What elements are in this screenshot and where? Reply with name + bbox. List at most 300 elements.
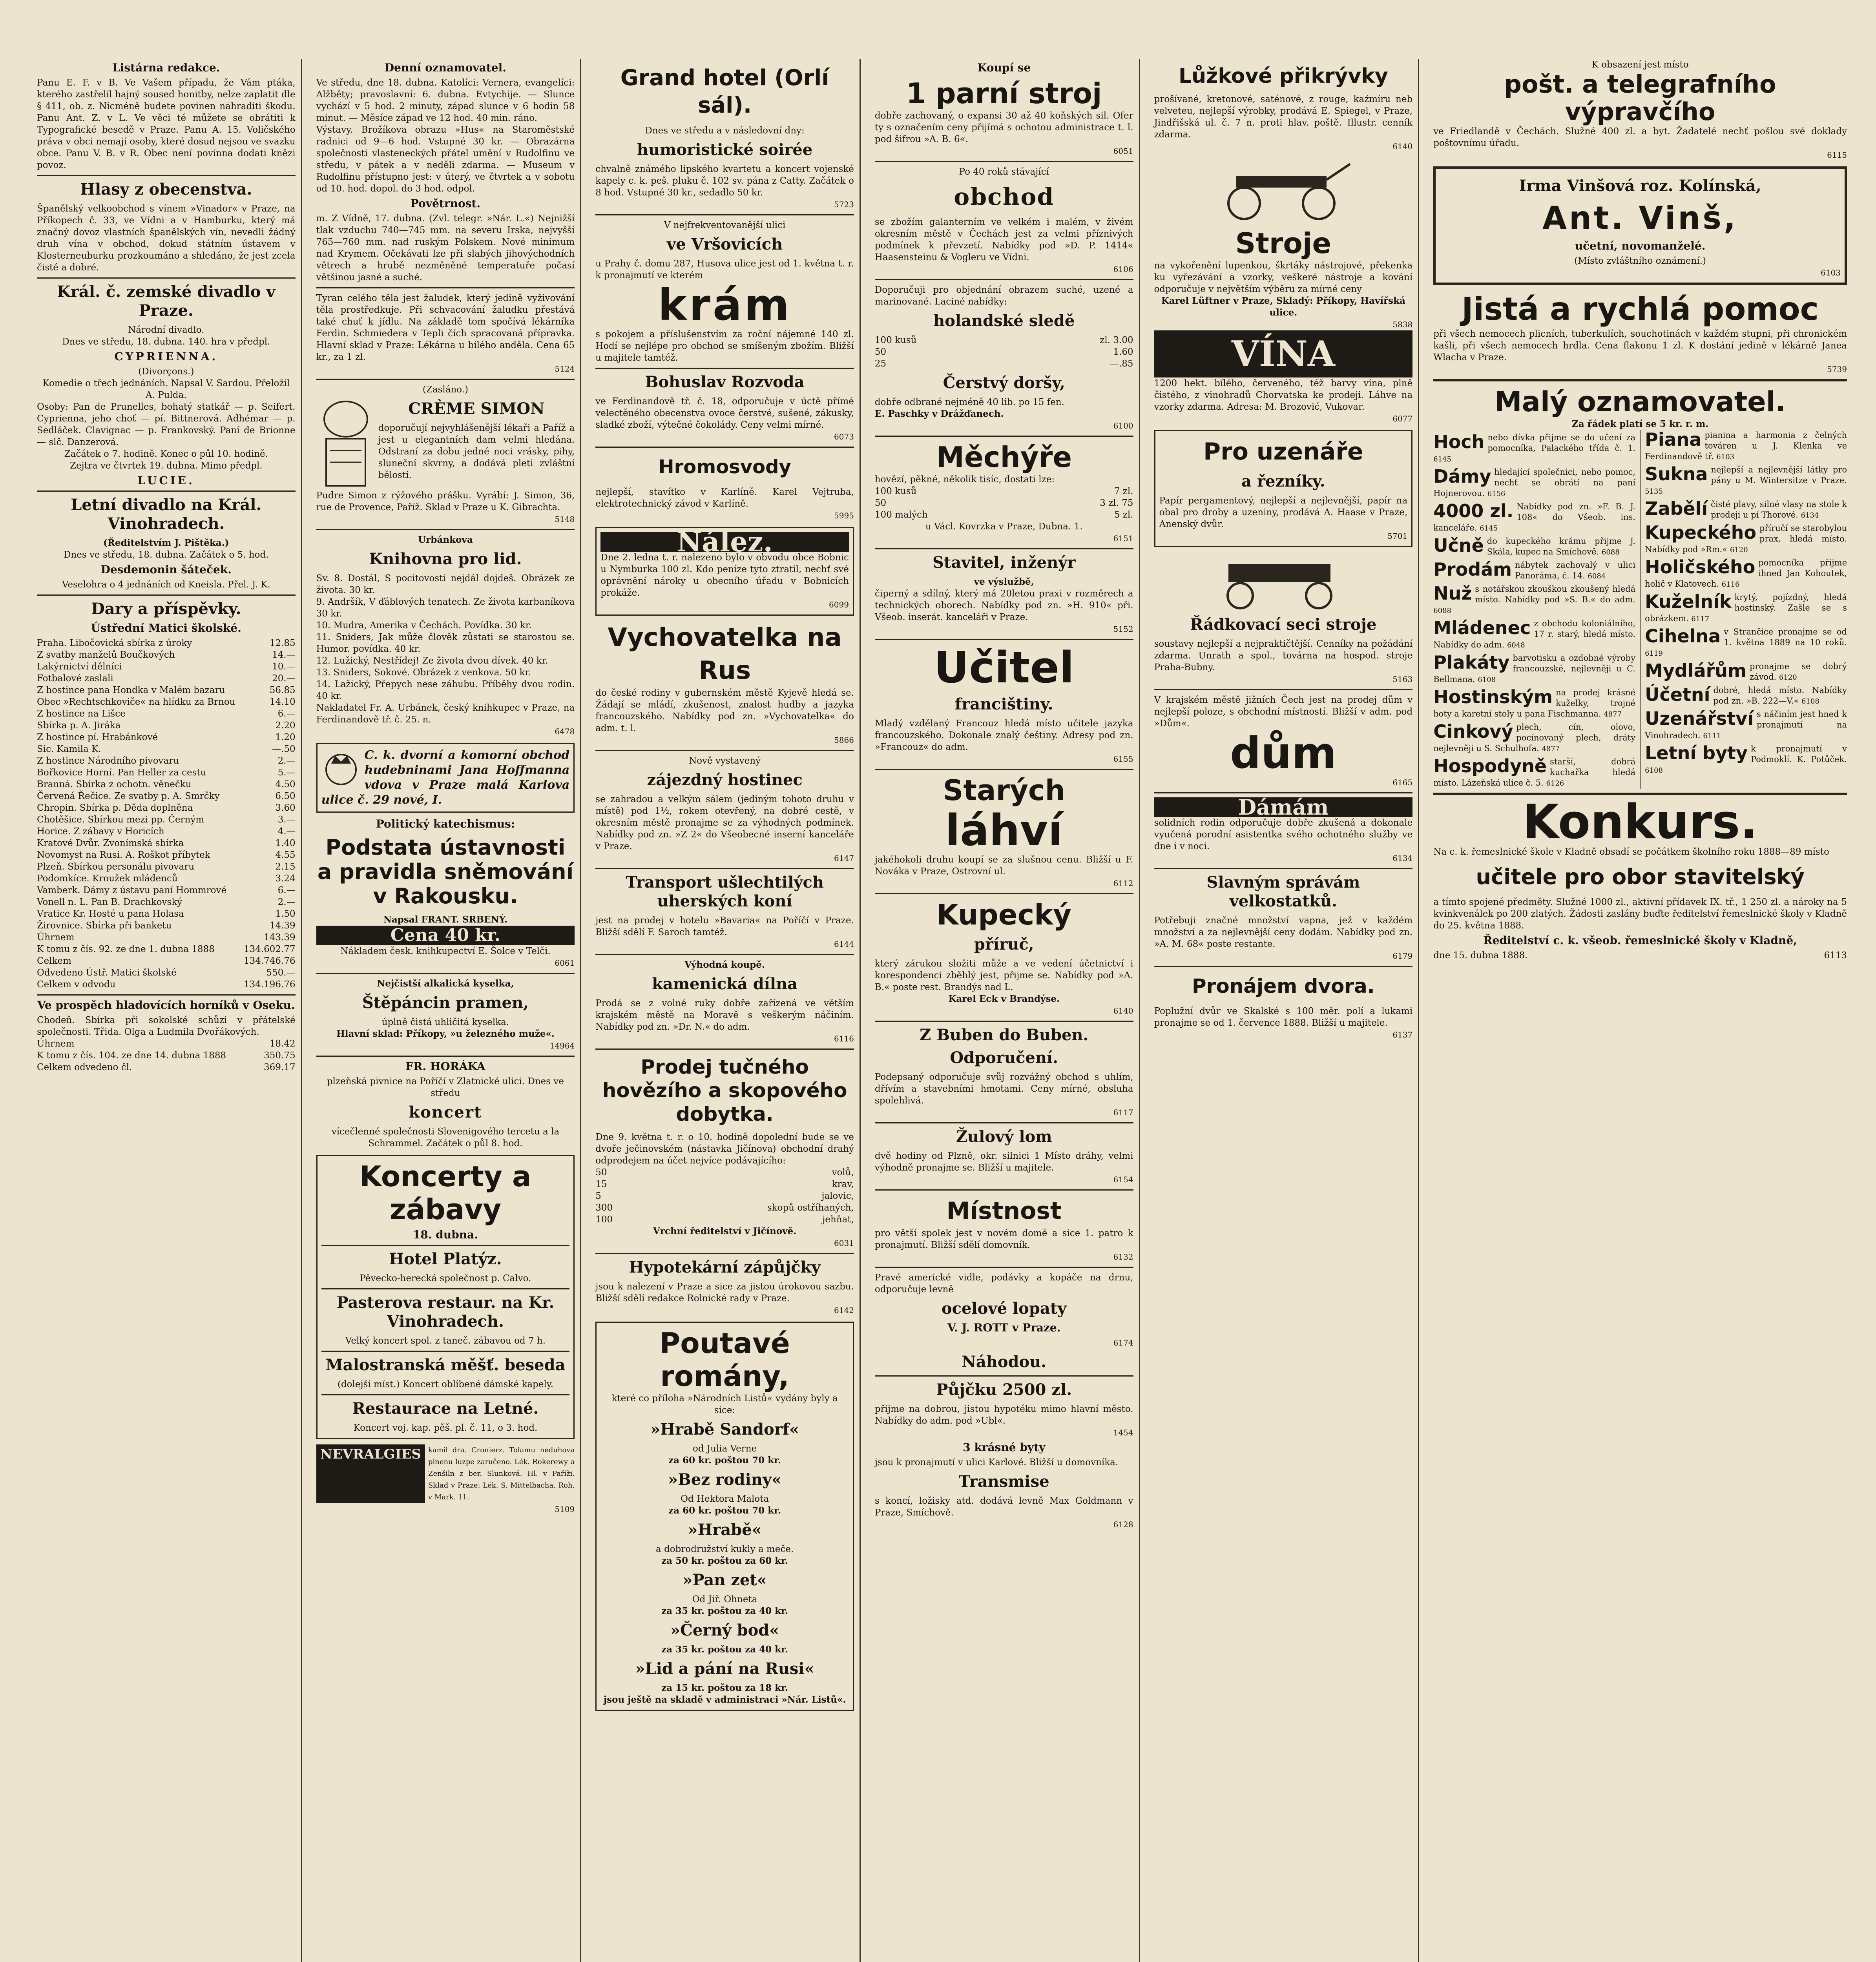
- plough-machine-illustration: [1213, 156, 1354, 223]
- wedding-tag: 6103: [1821, 268, 1841, 277]
- hornici-total-row-value: 18.42: [269, 1039, 296, 1049]
- small-ad-keyword: Dámy: [1433, 466, 1491, 487]
- gift-row-label: Z hostince pí. Hrabánkové: [37, 732, 158, 742]
- radkovaci-tag: 5163: [1392, 675, 1413, 684]
- gift-row-label: Vamberk. Dámy z ústavu paní Hommrové: [37, 885, 227, 895]
- gift-row: [37, 920, 296, 932]
- small-ad-number: 6108: [1478, 676, 1496, 684]
- transport-tag: 6144: [834, 939, 854, 949]
- livestock-row-value: jalovic,: [821, 1191, 854, 1201]
- bladder-price-row-label: 50: [874, 498, 887, 508]
- letni-play: Desdemonin šáteček.: [100, 563, 232, 576]
- listarna-heading: Listárna redakce.: [112, 61, 220, 74]
- divider: [875, 1267, 1133, 1268]
- divider: [37, 277, 296, 279]
- bladder-price-row-value: 3 zl. 75: [1100, 498, 1133, 508]
- luzkove-text: prošívané, kretonové, saténové, z rouge, kaźmíru neb velveteu, nejlepší výrobky, prodává E. Spiegel, v Praze, Jindřišská ul. č. 7 n. proti hlav. poště. Illustr. cenník zdarma.: [1154, 94, 1413, 140]
- gift-row-value: 6.—: [277, 709, 296, 719]
- povetrnost-heading: Povětrnost.: [410, 197, 481, 210]
- small-ad-number: 6119: [1645, 649, 1663, 658]
- small-ad: [1645, 499, 1847, 521]
- lahvi-text: jakéhokoli druhu koupí se za slušnou cenu. Bližší u F. Nováka v Praze, Ostrovní ul.: [874, 855, 1133, 877]
- stavitel-heading: Stavitel, inženýr: [932, 553, 1076, 572]
- dorsy-heading: Čerstvý doršy,: [943, 374, 1065, 392]
- konkurs-text: a tímto spojené předměty. Služné 1000 zl., aktivní přídavek IX. tř., 1 250 zl. a nároky na 5 kvinkvenálek po 200 zlatých. Žádosti zaslány buďte ředitelství řemeslnické školy v Kladně do 25. května 1888.: [1433, 897, 1847, 931]
- divider: [875, 1122, 1133, 1123]
- uzenare-ad: [1154, 430, 1413, 547]
- gift-total-row-value: 134.602.77: [243, 944, 296, 954]
- damam-heading: Dámám: [1154, 797, 1413, 817]
- small-ad-number: 6108: [1801, 697, 1819, 706]
- divider: [875, 769, 1133, 770]
- mechyre-heading: Měchýře: [936, 441, 1072, 474]
- mechyre-prices: [875, 485, 1133, 521]
- herring-price-row: [875, 358, 1133, 370]
- small-ad-text: starší, dobrá kuchařka hledá místo. Lázeňská ulice č. 5.: [1433, 757, 1636, 788]
- katechismus-tag: 6061: [555, 958, 575, 968]
- divider: [316, 529, 575, 530]
- hostinec-tag: 6147: [834, 853, 854, 863]
- novel-title: »Lid a pání na Rusi«: [635, 1659, 814, 1678]
- small-ad: [1433, 467, 1635, 499]
- damam-tag: 6134: [1392, 853, 1413, 863]
- slavnym-text: Potřebuji značné množství vapna, jež v každém množství a za nejlevnější ceny dodám. Nabídky pod zn. »A. M. 68« poste restante.: [1154, 915, 1413, 949]
- divider: [595, 1048, 854, 1050]
- seed-drill-illustration: [1213, 552, 1354, 611]
- gift-total-row-label: K tomu z čís. 92. ze dne 1. dubna 1888: [37, 944, 215, 954]
- katechismus-title: Podstata ústavnosti a pravidla sněmování v Rakousku.: [317, 835, 574, 908]
- gifts-totals: [37, 932, 296, 990]
- lopaty-heading: ocelové lopaty: [942, 1299, 1067, 1318]
- vina-heading: VÍNA: [1154, 330, 1413, 377]
- holandske-text: Doporučuji pro objednání obrazem suché, uzené a marinované. Laciné nabídky:: [874, 285, 1133, 307]
- obchod-sub: Po 40 roků stávající: [959, 167, 1049, 177]
- platyz-text: Pěvecko-herecká společnost p. Calvo.: [360, 1273, 531, 1284]
- listarna-text: Panu E. F. v B. Ve Vašem případu, že Vám ptáka, kterého zastřelil hajný soused honitby, nelze zaplatit dle § 411, ob. z. Nicméně budete povinen nahraditi škodu. Panu Ant. Z. v L. Ve věci té můžete se obrátiti k Typografické besedě v Praze. Panu A. 15. Voličského práva v obci nemají osoby, které dosud nejsou ve svazku obce. Panu V. B. v R. Obec není povinna dodati knězi povoz.: [37, 78, 296, 170]
- gift-row-value: 3.60: [275, 803, 296, 813]
- small-ad-text: v Strančice pronajme se od 1. května 1889 na 10 roků.: [1724, 627, 1847, 647]
- bladder-price-row: [875, 497, 1133, 509]
- small-ad-text: pomocníka přijme ihned Jan Kohoutek, holič v Klatovech.: [1645, 558, 1847, 589]
- hornici-total-row: [37, 1038, 296, 1050]
- gift-row-value: 3.24: [275, 873, 296, 884]
- small-ad-text: pianina a harmonia z čelných továren u J. Klenka ve Ferdinandově tř.: [1645, 430, 1847, 461]
- small-ad: [1645, 627, 1847, 659]
- divider: [321, 1288, 570, 1289]
- small-ad-number: 5135: [1645, 487, 1663, 496]
- nevralgies-heading: NEVRALGIES: [316, 1444, 425, 1503]
- hromosvody-heading: Hromosvody: [658, 456, 791, 478]
- pronajem-heading: Pronájem dvora.: [1192, 975, 1375, 997]
- koncerty-heading: Koncerty a zábavy: [360, 1160, 531, 1226]
- novel-title: »Černý bod«: [670, 1621, 779, 1639]
- divadlo-start: Začátek o 7. hodině. Konec o půl 10. hodině.: [64, 449, 268, 459]
- divider: [595, 214, 854, 215]
- small-ad-keyword: Hoch: [1433, 431, 1485, 452]
- divider: [875, 1375, 1133, 1377]
- hornici-total-row-value: 369.17: [264, 1062, 296, 1072]
- small-ad-number: 6126: [1546, 779, 1564, 788]
- slavnym-heading: Slavným správám velkostatků.: [1206, 873, 1360, 910]
- transport-heading: Transport ušlechtilých uherských koní: [626, 873, 824, 910]
- povetrnost-text: m. Z Vídně, 17. dubna. (Zvl. telegr. »Nár. L.«) Nejnižší tlak vzduchu 740—745 mm. na severu Irska, nejvyšší 765—760 mm. nad ruským Polskem. Nové minimum nad Krymem. Očekávati lze při slabých jihovýchodních větrech a hrubě nezměněné temperatuře počasí většinou jasné a suché.: [316, 213, 575, 283]
- gift-row-value: 20.—: [272, 673, 296, 684]
- herring-price-row-value: —.85: [1110, 359, 1133, 369]
- gift-row: [37, 661, 296, 673]
- divider: [316, 1056, 575, 1057]
- book-list-item: Sv. 8. Dostál, S pocitovostí nejdál dojdeš. Obrázek ze života. 30 kr.: [316, 573, 575, 595]
- divider: [37, 491, 296, 492]
- gift-row-label: Červená Řečice. Ze svatby p. A. Smrčky: [37, 791, 220, 801]
- stavitel-sub: ve výslužbě,: [974, 576, 1034, 587]
- small-ad-number: 6134: [1801, 511, 1819, 520]
- small-ad-number: 4877: [1542, 745, 1560, 753]
- konkurs-intro: Na c. k. řemeslnické škole v Kladně obsadí se počátkem školního roku 1888—89 místo: [1433, 847, 1829, 857]
- gift-total-row: [37, 979, 296, 990]
- dorsy-text: dobře odbrané nejméně 40 lib. po 15 fen.: [874, 397, 1064, 407]
- small-ad-text: s náčiním jest hned k pronajmutí na Vinohradech.: [1645, 709, 1847, 740]
- column-2: [311, 59, 582, 1962]
- nevralgies-tag: 5109: [555, 1504, 575, 1514]
- kupecky-tag: 6140: [1113, 1006, 1133, 1016]
- urbanek-heading: Knihovna pro lid.: [369, 550, 522, 568]
- gift-row: [37, 637, 296, 649]
- small-ad: [1645, 661, 1847, 683]
- small-ad-keyword: Piana: [1645, 429, 1702, 450]
- denni-heading: Denní oznamovatel.: [384, 61, 507, 74]
- creme-heading: CRÈME SIMON: [408, 399, 545, 418]
- small-ad-number: 6088: [1601, 548, 1620, 556]
- small-ad-keyword: Uzenářství: [1645, 708, 1754, 729]
- holandske-heading: holandské sledě: [933, 312, 1075, 330]
- vrsovice-text: u Prahy č. domu 287, Husova ulice jest od 1. května t. r. k pronajmutí ve kterém: [595, 259, 854, 281]
- uzenare-heading: Pro uzenáře: [1203, 438, 1363, 465]
- gift-row-label: Horice. Z zábavy v Horicích: [37, 826, 164, 837]
- gift-row-label: Z hostince na Lišce: [37, 709, 126, 719]
- divider: [875, 548, 1133, 549]
- grand-text: Dnes ve středu a v následovní dny:: [645, 126, 805, 136]
- vychovatelka-heading: Vychovatelka na Rus: [608, 623, 842, 685]
- gift-row-value: 10.—: [272, 662, 296, 672]
- mechyre-tag: 6151: [1113, 534, 1133, 543]
- pujcku-tag: 1454: [1113, 1428, 1133, 1437]
- dary-heading: Dary a příspěvky.: [91, 600, 241, 618]
- gift-row: [37, 908, 296, 920]
- small-ad-keyword: Hostinským: [1433, 686, 1553, 707]
- herring-price-row-label: 50: [874, 347, 887, 357]
- hornici-total-row-label: K tomu z čís. 104. ze dne 14. dubna 1888: [37, 1050, 226, 1061]
- gift-row-value: 2.—: [277, 756, 296, 766]
- nalez-heading: Nález.: [600, 532, 849, 552]
- novel-author: a dobrodružství kukly a meče.: [656, 1544, 794, 1554]
- livestock-row: [595, 1202, 854, 1214]
- urbanek-publisher: Nakladatel Fr. A. Urbánek, český knihkupec v Praze, na Ferdinandově tř. č. 25. n.: [316, 703, 575, 725]
- stavitel-text: čiperný a sdílný, který má 20letou praxi v rozměrech a technických oborech. Nabídky pod zn. »H. 910« při. Všeob. inserát. kanceláři v Praze.: [874, 589, 1133, 622]
- gift-row-label: Žirovnice. Sbírka při banketu: [37, 921, 172, 931]
- wedding-notice: [1433, 166, 1847, 285]
- hypo-tag: 6142: [834, 1306, 854, 1315]
- livestock-row-value: krav,: [832, 1179, 854, 1189]
- pasterova-text: Velký koncert spol. z taneč. zábavou od 7 h.: [345, 1336, 546, 1346]
- small-ad-text: do kupeckého krámu přijme J. Skála, kupec na Smíchově.: [1487, 536, 1636, 556]
- vina-text: 1200 hekt. bílého, červeného, též barvy vína, plně čistého, z vinohradů Chorvatska ke prodeji. Láhve na vzorky zdarma. Adresa: M. Brozović, Vukovar.: [1154, 378, 1413, 412]
- gift-total-row-value: 134.196.76: [243, 979, 296, 990]
- gift-row-value: 56.85: [269, 685, 296, 695]
- konkurs-sign: Ředitelství c. k. všeob. řemeslnické školy v Kladně,: [1483, 934, 1797, 947]
- gift-row-value: —.50: [272, 744, 296, 754]
- kamen-text: Prodá se z volné ruky dobře zařízená ve větším krajském městě na Moravě s veškerým náčiním. Nabídky pod zn. »Dr. N.« do adm.: [595, 998, 854, 1032]
- divider: [1154, 868, 1413, 869]
- small-ad-number: 6116: [1721, 580, 1740, 589]
- hromosvody-text: nejlepší, stavítko v Karlíně. Karel Vejtruba, elektrotechnický závod v Karlíně.: [595, 487, 854, 509]
- grand-heading: Grand hotel (Orlí sál).: [620, 65, 829, 118]
- novel-author: od Julia Verne: [693, 1444, 757, 1454]
- horak-heading: FR. HORÁKA: [405, 1060, 485, 1073]
- small-ad-text: čisté plavy, silné vlasy na stole k prodeji u pí Thorové.: [1711, 500, 1847, 520]
- small-ad-text: nebo dívka přijme se do učení za pomocníka, Palackého třída č. 1.: [1487, 433, 1636, 453]
- divider: [875, 1021, 1133, 1022]
- skop-heading: Prodej tučného hovězího a skopového dobytka.: [602, 1056, 847, 1125]
- gift-row: [37, 873, 296, 884]
- small-ad-number: 6048: [1507, 641, 1525, 649]
- small-ad: [1433, 653, 1635, 685]
- small-ad-keyword: Kuželník: [1645, 591, 1732, 612]
- small-ad-keyword: Mládenec: [1433, 617, 1531, 638]
- gift-row-label: Novomyst na Rusi. A. Roškot příbytek: [37, 850, 210, 860]
- book-list-item: 11. Sniders, Jak může člověk zůstati se starostou se. Humor. povídka. 40 kr.: [316, 632, 575, 654]
- stroje-text: na vykořenění lupenkou, škrtáky nástrojové, překenka ku vyřezávání a vzorky, veškeré nástroje a kování odporučuje v největším výběru za mírné ceny: [1154, 261, 1413, 294]
- pujcku-text: přijme na dobrou, jistou hypotéku mimo hlavní město. Nabídky do adm. pod »Ubl«.: [874, 1404, 1133, 1426]
- maly-sub: Za řádek platí se 5 kr. r. m.: [1571, 419, 1709, 429]
- divider: [595, 1253, 854, 1254]
- uzenare-text: Papír pergamentový, nejlepší a nejlevnější, papír na obal pro droby a uzeniny, prodává A. Haase v Praze, Anenský dvůr.: [1159, 496, 1408, 529]
- malostranska-text: (dolejší míst.) Koncert oblíbené dámské kapely.: [337, 1379, 553, 1389]
- gift-row-label: Z hostince Národního pivovaru: [37, 756, 179, 766]
- divider: [875, 436, 1133, 437]
- small-ad-keyword: Holičského: [1645, 556, 1756, 578]
- divider: [316, 973, 575, 974]
- skop-list: [595, 1167, 854, 1225]
- livestock-row-label: 100: [595, 1214, 613, 1225]
- lahvi-tag: 6112: [1113, 879, 1133, 888]
- creme-tag: 5148: [555, 514, 575, 524]
- divider: [321, 1245, 570, 1246]
- column-6: [1428, 59, 1852, 1962]
- urbanek-label: Urbánkova: [418, 534, 473, 545]
- obchod-tag: 6106: [1113, 264, 1133, 274]
- poutave-footer: jsou ještě na skladě v administraci »Nár. Listů«.: [603, 1694, 846, 1705]
- poutave-ad: [595, 1322, 854, 1711]
- novel-price: za 60 kr. poštou 70 kr.: [668, 1505, 781, 1516]
- small-ad: [1433, 536, 1635, 558]
- vrsovice-label: V nejfrekventovanější ulici: [664, 220, 786, 230]
- divider: [595, 868, 854, 869]
- wedding-groom: Ant. Vinš,: [1542, 200, 1738, 236]
- small-ad-text: k pronajmutí v Podmoklí. K. Potůček.: [1751, 744, 1847, 764]
- skop-tag: 6031: [834, 1238, 854, 1248]
- gift-row-value: 2.20: [275, 720, 296, 731]
- slavnym-tag: 6179: [1392, 951, 1413, 961]
- small-ad-keyword: Sukna: [1645, 463, 1708, 485]
- holandske-prices: [875, 334, 1133, 370]
- gift-row-value: 3.—: [277, 815, 296, 825]
- divider: [875, 1189, 1133, 1191]
- lopaty-text: Pravé americké vidle, podávky a kopáče na drnu, odporučuje levně: [874, 1273, 1133, 1295]
- dorsy-tag: 6100: [1113, 421, 1133, 430]
- herring-price-row-label: 100 kusů: [874, 335, 917, 345]
- gift-row: [37, 896, 296, 908]
- gift-row-value: 14.39: [269, 921, 296, 931]
- lopaty-tag: 6174: [1113, 1338, 1133, 1348]
- hornici-total-row-value: 350.75: [264, 1050, 296, 1061]
- zuly-heading: Žulový lom: [956, 1127, 1052, 1146]
- column-4: [869, 59, 1140, 1962]
- gift-row: [37, 767, 296, 779]
- divadlo-next-play: LUCIE.: [137, 474, 195, 487]
- book-list-item: 12. Lužický, Nestřídej! Ze života dvou dívek. 40 kr.: [316, 656, 548, 666]
- divadlo-play: CYPRIENNA.: [114, 350, 218, 363]
- small-ad-text: hledající společnici, nebo pomoc, nechť se obrátí na paní Hojnerovou.: [1433, 467, 1636, 498]
- gift-row: [37, 696, 296, 708]
- gift-row: [37, 861, 296, 873]
- tyran-tag: 5124: [555, 364, 575, 374]
- gift-row-value: 5.—: [277, 768, 296, 778]
- small-ad-number: 4877: [1604, 710, 1622, 718]
- stroje-tag: 5838: [1392, 320, 1413, 329]
- buben-text: Podepsaný odporučuje svůj rozvážný obchod s uhlím, dřívím a stavebními hmotami. Ceny mírné, obsluha spolehlivá.: [874, 1072, 1133, 1106]
- letni-sub: (Ředitelstvím J. Pištěka.): [103, 538, 229, 548]
- hypo-heading: Hypotekární zápůjčky: [629, 1258, 821, 1276]
- creme-address: Pudre Simon z rýžového prášku. Vyrábí: J. Simon, 36, rue de Provence, Paříž. Sklad v Praze u K. Gibrachta.: [316, 491, 575, 512]
- small-ad: [1433, 560, 1635, 582]
- book-list-item: 14. Lažický, Přepych nese záhubu. Příběhy dvou rodin. 40 kr.: [316, 679, 575, 701]
- gift-row: [37, 649, 296, 661]
- gift-row-label: Vratice Kr. Hosté u pana Holasa: [37, 909, 184, 919]
- divider: [37, 175, 296, 176]
- letna-text: Koncert voj. kap. pěš. pl. č. 11, o 3. hod.: [353, 1423, 538, 1433]
- vychovatelka-tag: 5866: [834, 735, 854, 745]
- post-sub: K obsazení jest místo: [1591, 60, 1689, 70]
- dum-text: V krajském městě jižních Čech jest na prodej dům v nejlepší poloze, s obchodní místností. Bližší v adm. pod »Dům«.: [1154, 695, 1413, 729]
- small-ad-text: s notářskou zkouškou zkoušený hledá místo. Nabídky pod »S. B.« do adm.: [1475, 584, 1636, 604]
- gift-row: [37, 884, 296, 896]
- small-ad-keyword: Plakáty: [1433, 652, 1510, 673]
- herring-price-row-value: 1.60: [1113, 347, 1133, 357]
- zaslano-label: (Zasláno.): [422, 385, 468, 395]
- small-ad-keyword: Učně: [1433, 535, 1484, 556]
- livestock-row-label: 5: [595, 1191, 601, 1201]
- gift-row-label: Fotbalové zaslali: [37, 673, 113, 684]
- hornici-total-row-label: Úhrnem: [37, 1039, 75, 1049]
- hostinec-heading: zájezdný hostinec: [647, 771, 803, 789]
- letni-heading: Letní divadlo na Král. Vinohradech.: [71, 496, 262, 533]
- gift-row-label: Praha. Libočovická sbírka z úroky: [37, 638, 192, 648]
- small-ad: [1433, 618, 1635, 651]
- divider: [316, 287, 575, 288]
- katechismus-publisher: Nákladem česk. knihkupectví E. Šolce v Telči.: [340, 946, 551, 956]
- urbanek-list: [316, 573, 575, 702]
- wedding-text: učetní, novomanželé.: [1575, 239, 1706, 252]
- kamen-sub: Výhodná koupě.: [684, 959, 765, 970]
- gifts-list: [37, 637, 296, 932]
- gift-row: [37, 755, 296, 767]
- small-ads-grid: [1433, 430, 1847, 789]
- uzenare-tag: 5701: [1387, 531, 1408, 541]
- obchod-text: se zbožím galanterním ve velkém i malém, v živém okresním městě v Čechách jest za velmi příznivých podmínek k převzetí. Nabídky pod »D. P. 1414« Haasensteinu & Vogleru ve Vídni.: [874, 217, 1133, 263]
- crown-emblem-icon: [321, 748, 361, 787]
- ucitel-text: Mladý vzdělaný Francouz hledá místo učitele jazyka francouzského. Dokonale znalý češtiny. Adresy pod zn. »Francouz« do adm.: [874, 718, 1133, 752]
- gift-row-value: 1.40: [275, 838, 296, 848]
- small-ad-number: 6120: [1730, 546, 1748, 554]
- pronajem-tag: 6137: [1392, 1030, 1413, 1039]
- small-ad: [1433, 501, 1635, 534]
- vystavy-text: Výstavy. Brožíkova obrazu »Hus« na Staroměstské radnici od 9—6 hod. Vstupné 30 kr. — Obrazárna společnosti vlasteneckých přátel umění v Rudolfinu ve středu, v pátek a v neděli zdarma. — Museum v Rudolfinu přístupno jest: v úterý, ve čtvrtek a v sobotu od 10. hod. dopol. do 3 hod. odpol.: [316, 125, 575, 194]
- mistnost-tag: 6132: [1113, 1252, 1133, 1262]
- small-ad: [1645, 709, 1847, 741]
- gift-total-row: [37, 932, 296, 943]
- post-heading: pošt. a telegrafního výpravčího: [1504, 70, 1776, 126]
- post-tag: 6115: [1827, 150, 1847, 160]
- small-ad-number: 6108: [1645, 766, 1663, 775]
- column-5: [1149, 59, 1420, 1962]
- small-ad-number: 6088: [1433, 607, 1452, 615]
- lopaty-sign: V. J. ROTT v Praze.: [947, 1321, 1061, 1334]
- novel-title: »Bez rodiny«: [668, 1470, 782, 1489]
- hromosvody-tag: 5995: [834, 511, 854, 520]
- divider: [595, 954, 854, 955]
- creme-ad: [316, 396, 575, 490]
- koupi-text: dobře zachovaný, o expansi 30 až 40 koňských sil. Ofer ty s označením ceny přijímá s ochotou administrace t. l. pod šifrou »A. B. 6«.: [874, 111, 1133, 144]
- novel-price: za 15 kr. poštou za 18 kr.: [661, 1683, 788, 1693]
- hlasy-heading: Hlasy z obecenstva.: [80, 180, 252, 199]
- skop-text: Dne 9. května t. r. o 10. hodině dopolední bude se ve dvoře ječinovském (nástavka Jičínova) obchodní drahý odprodejem na účet nejvíce podávajícího:: [595, 1132, 854, 1166]
- hornici-total-row: [37, 1061, 296, 1073]
- divider: [321, 1351, 570, 1352]
- kram-heading: krám: [658, 280, 792, 330]
- krasne-heading: 3 krásné byty: [963, 1441, 1046, 1454]
- book-list-item: 13. Sniders, Sokové. Obrázek z venkova. 50 kr.: [316, 667, 531, 678]
- poutave-intro: které co příloha »Národních Listů« vydány byly a sice:: [611, 1393, 838, 1415]
- gift-row-value: 14.—: [272, 650, 296, 660]
- herring-price-row-label: 25: [874, 359, 887, 369]
- horak-desc: vícečlenné společnosti Slovenigového tercetu a la Schrammel. Začátek o půl 8. hod.: [331, 1127, 560, 1149]
- small-ad: [1645, 430, 1847, 462]
- book-list-item: 9. Andršík, V ďáblových tenatech. Ze života karbaníkova 30 kr.: [316, 597, 575, 619]
- pomoc-tag: 5739: [1827, 365, 1847, 374]
- divider: [875, 639, 1133, 640]
- koupi-tag: 6051: [1113, 146, 1133, 156]
- gift-row-label: Podomkíce. Kroužek mládenců: [37, 873, 178, 884]
- small-ad-number: 6145: [1433, 455, 1452, 463]
- stepan-label: Nejčistší alkalická kyselka,: [377, 978, 514, 989]
- divider: [321, 1394, 570, 1395]
- gift-row-value: 6.50: [275, 791, 296, 801]
- small-ad-text: pronajme se dobrý závod.: [1749, 662, 1847, 682]
- hornici-text: Chodeň. Sbírka při sokolské schůzi v přátelské společnosti. Třida. Olga a Ludmila Dvořákových.: [37, 1015, 296, 1037]
- nalez-tag: 6099: [829, 600, 849, 609]
- small-ad: [1433, 757, 1635, 789]
- small-ad-text: příručí se starobylou prax, hledá místo. Nabídky pod »Rm.«: [1645, 523, 1847, 554]
- gift-row-label: Sbírka p. A. Jiráka: [37, 720, 121, 731]
- zuly-text: dvě hodiny od Plzně, okr. silnici 1 Místo dráhy, velmi výhodně pronajme se. Bližší u majitele.: [874, 1151, 1133, 1173]
- starych-heading: Starých: [943, 774, 1065, 807]
- small-ad-number: 6103: [1716, 453, 1735, 461]
- mistnost-heading: Místnost: [946, 1197, 1062, 1225]
- small-ad-keyword: Mydlářům: [1645, 660, 1746, 681]
- uzenare-sub: a řezníky.: [1241, 472, 1325, 491]
- gift-row-value: 4.—: [277, 826, 296, 837]
- hoffmann-ad: [316, 743, 575, 813]
